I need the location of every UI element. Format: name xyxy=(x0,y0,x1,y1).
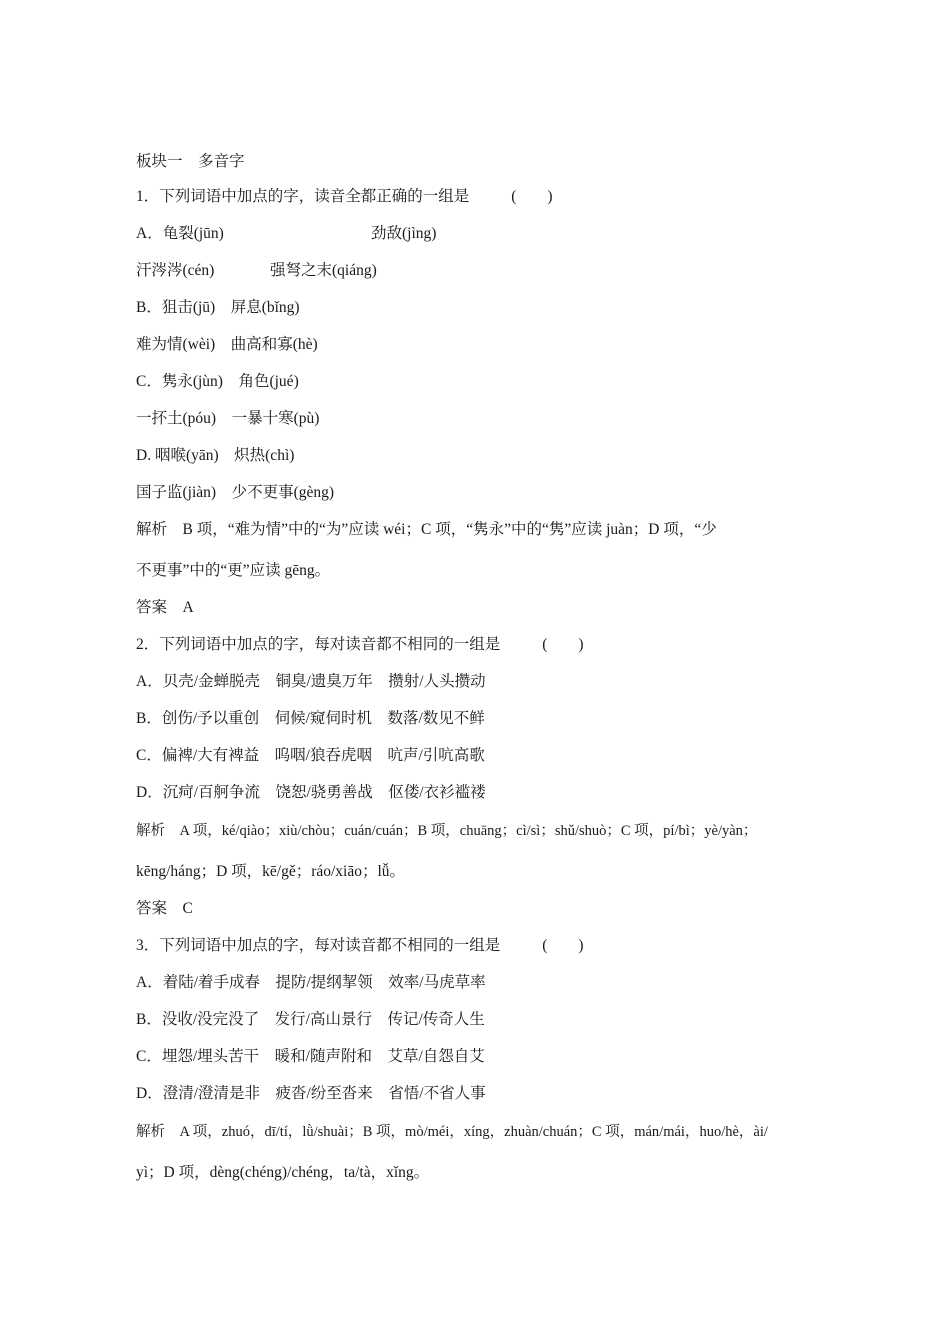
q3-answer-blank: ( ) xyxy=(542,937,584,954)
q2-answer-blank: ( ) xyxy=(542,636,584,653)
q2-answer: 答案 C xyxy=(136,900,193,917)
q2-stem-text: 2．下列词语中加点的字，每对读音都不相同的一组是 xyxy=(136,636,501,653)
q1-option-b-line1: B．狙击(jū) 屏息(bǐng) xyxy=(136,299,300,316)
q1-option-a-term4: 强弩之末(qiáng) xyxy=(270,262,377,279)
q2-analysis-line2: kēng/háng；D 项，kē/gě；ráo/xiāo；lǚ。 xyxy=(136,863,406,880)
q2-analysis-line1: 解析 A 项，ké/qiào；xiù/chòu；cuán/cuán；B 项，chuāng；cì/sì；shǔ/shuò；C 项，pí/bì；yè/yàn； xyxy=(136,823,758,839)
q1-answer: 答案 A xyxy=(136,599,194,616)
q1-option-a-term2: 劲敌(jìng) xyxy=(371,225,437,242)
q2-option-d: D．沉疴/百舸争流 饶恕/骁勇善战 伛偻/衣衫褴褛 xyxy=(136,784,486,801)
section-title: 板块一 多音字 xyxy=(136,153,245,170)
q1-option-a-term1: A．龟裂(jūn) xyxy=(136,225,224,242)
q1-option-a-line1 xyxy=(136,224,436,244)
q1-stem-text: 1．下列词语中加点的字，读音全都正确的一组是 xyxy=(136,188,470,205)
q1-option-a-line2 xyxy=(136,261,377,281)
q1-option-a-term3: 汗涔涔(cén) xyxy=(136,262,215,279)
q3-analysis-line2: yì；D 项，dèng(chéng)/chéng，ta/tà，xǐng。 xyxy=(136,1164,430,1181)
q1-analysis-line2: 不更事”中的“更”应读 gēng。 xyxy=(136,562,331,579)
q1-option-b-line2: 难为情(wèi) 曲高和寡(hè) xyxy=(136,336,318,353)
q1-option-d-line2: 国子监(jiàn) 少不更事(gèng) xyxy=(136,484,335,501)
q3-option-a: A．着陆/着手成春 提防/提纲挈领 效率/马虎草率 xyxy=(136,974,486,991)
q3-stem-text: 3．下列词语中加点的字，每对读音都不相同的一组是 xyxy=(136,937,501,954)
q1-stem xyxy=(136,187,571,207)
q1-option-c-line2: 一抔土(póu) 一暴十寒(pù) xyxy=(136,410,320,427)
q3-stem xyxy=(136,936,602,956)
q1-option-c-line1: C．隽永(jùn) 角色(jué) xyxy=(136,373,299,390)
q2-stem xyxy=(136,635,602,655)
q3-option-c: C．埋怨/埋头苦干 暖和/随声附和 艾草/自怨自艾 xyxy=(136,1048,485,1065)
q2-option-b: B．创伤/予以重创 伺候/窥伺时机 数落/数见不鲜 xyxy=(136,710,485,727)
q3-option-d: D．澄清/澄清是非 疲沓/纷至沓来 省悟/不省人事 xyxy=(136,1085,486,1102)
q1-option-d-line1: D. 咽喉(yān) 炽热(chì) xyxy=(136,447,295,464)
q3-option-b: B．没收/没完没了 发行/高山景行 传记/传奇人生 xyxy=(136,1011,485,1028)
q2-option-a: A．贝壳/金蝉脱壳 铜臭/遗臭万年 攒射/人头攒动 xyxy=(136,673,486,690)
q2-option-c: C．偏裨/大有裨益 呜咽/狼吞虎咽 吭声/引吭高歌 xyxy=(136,747,485,764)
q1-answer-blank: ( ) xyxy=(511,188,553,205)
q3-analysis-line1: 解析 A 项，zhuó，dī/tí，lǜ/shuài；B 项，mò/méi，xíng，zhuàn/chuán；C 项，mán/mái，huo/hè，ài/ xyxy=(136,1124,768,1140)
q1-analysis-line1: 解析 B 项，“难为情”中的“为”应读 wéi；C 项，“隽永”中的“隽”应读 juàn；D 项，“少 xyxy=(136,521,717,538)
